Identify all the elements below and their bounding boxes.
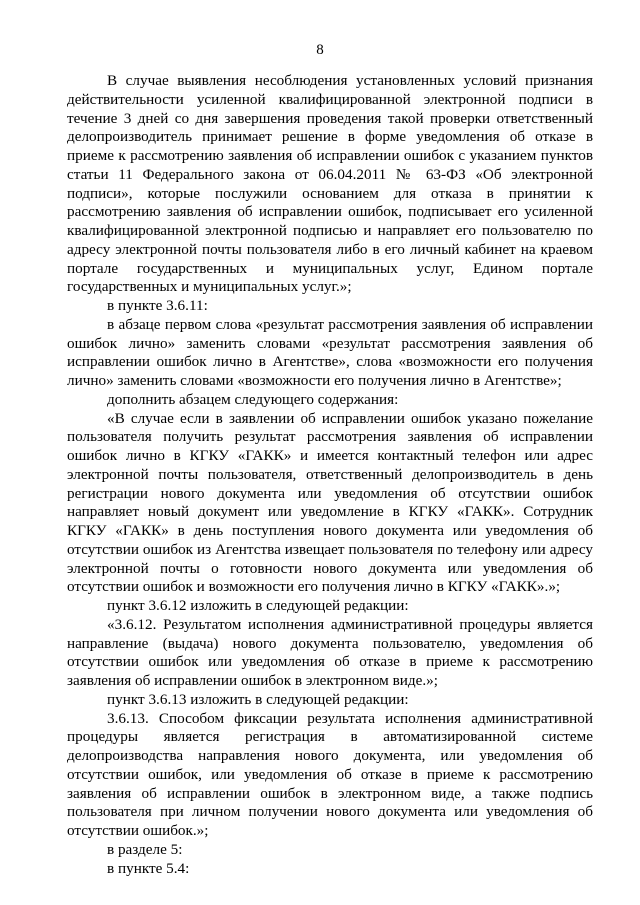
paragraph-section-5: в разделе 5:	[107, 840, 183, 858]
page-number: 8	[316, 42, 324, 58]
document-body	[67, 72, 593, 878]
paragraph-clause-3-6-12-text: «3.6.12. Результатом исполнения административной процедуры является направление (выдача) нового документа пользователю, уведомления об отсутствии ошибок или уведомления об отказе в приеме к рассмотрению заявления об исправлении ошибок в электронном виде.»;	[67, 615, 593, 689]
paragraph-clause-3-6-13-intro: пункт 3.6.13 изложить в следующей редакции:	[107, 690, 409, 708]
paragraph-clause-5-4: в пункте 5.4:	[107, 859, 190, 877]
paragraph-gakk-notification: «В случае если в заявлении об исправлении ошибок указано пожелание пользователя получить результат рассмотрения заявления об исправлении ошибок лично в КГКУ «ГАКК» и имеется контактный телефон или адрес электронной почты пользователя, ответственный делопроизводитель в день регистрации нового документа или уведомления об отсутствии ошибок направляет новый документ или уведомление в КГКУ «ГАКК». Сотрудник КГКУ «ГАКК» в день поступления нового документа или уведомления об отсутствии ошибок из Агентства извещает пользователя по телефону или адресу электронной почты о готовности нового документа или уведомления об отсутствии ошибок и возможности его получения лично в КГКУ «ГАКК».»;	[67, 409, 593, 596]
paragraph-clause-3-6-11-intro: в пункте 3.6.11:	[107, 297, 208, 314]
paragraph-clause-3-6-11-first-abzac: в абзаце первом слова «результат рассмотрения заявления об исправлении ошибок лично» заменить словами «результат рассмотрения заявления об исправлении ошибок лично в Агентстве», слова «возможности его получения лично» заменить словами «возможности его получения лично в Агентстве»;	[67, 315, 593, 389]
paragraph-signature-refusal: В случае выявления несоблюдения установленных условий признания действительности усиленной квалифицированной электронной подписи в течение 3 дней со дня завершения проведения такой проверки ответственный делопроизводитель принимает решение в форме уведомления об отказе в приеме к рассмотрению заявления об исправлении ошибок с указанием пунктов статьи 11 Федерального закона от 06.04.2011 № 63-ФЗ «Об электронной подписи», которые послужили основанием для отказа в принятии к рассмотрению заявления об исправлении ошибок, подписывает его усиленной квалифицированной электронной подписью и направляет его пользователю по адресу электронной почты пользователя либо в его личный кабинет на краевом портале государственных и муниципальных услуг, Едином портале государственных и муниципальных услуг.»;	[67, 72, 593, 296]
paragraph-add-abzac-intro: дополнить абзацем следующего содержания:	[107, 390, 399, 408]
paragraph-clause-3-6-12-intro: пункт 3.6.12 изложить в следующей редакции:	[107, 597, 409, 614]
paragraph-clause-3-6-13-text: 3.6.13. Способом фиксации результата исполнения административной процедуры является регистрация в автоматизированной системе делопроизводства направления нового документа, или уведомления об отсутствии ошибок, или уведомления об отказе в приеме к рассмотрению заявления об исправлении ошибок в электронном виде, а также подпись пользователя при личном получении нового документа или уведомления об отсутствии ошибок.»;	[67, 709, 593, 839]
